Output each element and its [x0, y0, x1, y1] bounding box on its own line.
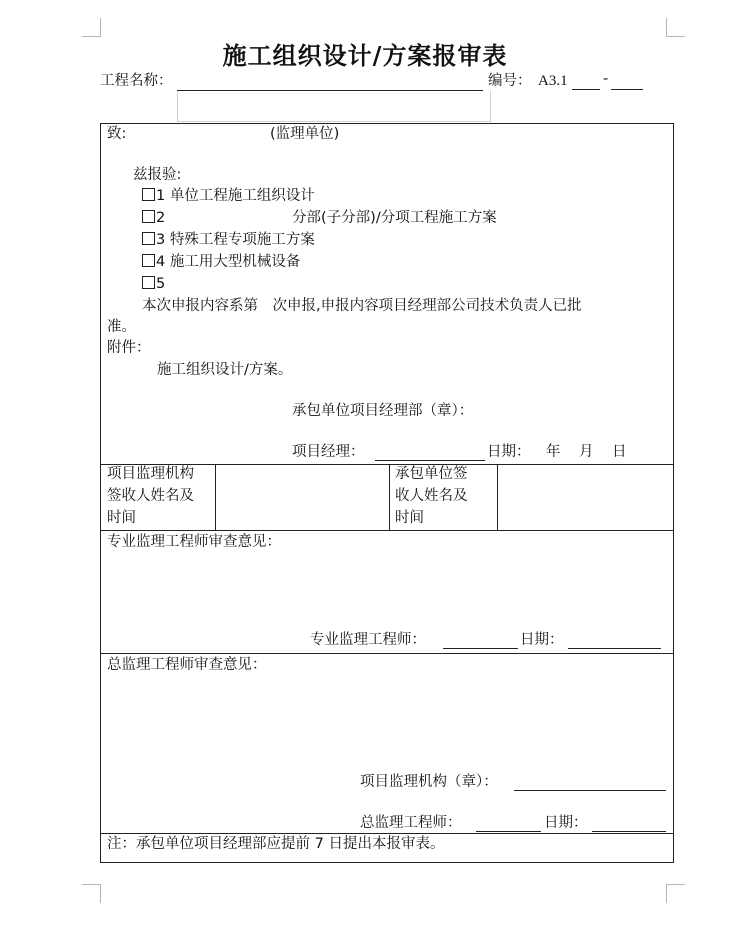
row-divider [101, 530, 673, 531]
row-divider [101, 653, 673, 654]
chief-org-label: 项目监理机构（章）： [360, 774, 498, 790]
crop-mark-bottom-left [82, 884, 101, 903]
supervisor-receiver-label-3: 时间 [107, 510, 136, 526]
engineer-date-field[interactable] [568, 648, 661, 649]
checkbox-item-1[interactable]: 1 单位工程施工组织设计 [142, 187, 315, 205]
engineer-date-label: 日期： [520, 632, 564, 648]
contractor-receiver-label-2: 收人姓名及 [395, 488, 468, 504]
checkbox-item-5[interactable]: 5 [142, 275, 165, 293]
supervisor-unit: (监理单位) [270, 126, 340, 142]
chief-date-label: 日期： [544, 815, 588, 831]
crop-mark-bottom-right [666, 884, 685, 903]
serial-field-2[interactable] [611, 89, 643, 90]
engineer-signer-field[interactable] [443, 648, 518, 649]
to-label: 致: [107, 126, 127, 142]
serial-label: 编号： [488, 73, 532, 89]
row-divider [101, 833, 673, 834]
checkbox[interactable] [142, 232, 155, 245]
checkbox[interactable] [142, 254, 155, 267]
contractor-receiver-label-3: 时间 [395, 510, 424, 526]
chief-date-field[interactable] [592, 831, 666, 832]
supervisor-receiver-label-2: 签收人姓名及 [107, 488, 194, 504]
contractor-dept-label: 承包单位项目经理部（章）： [292, 403, 474, 419]
item-2-text: 分部(子分部)/分项工程施工方案 [292, 210, 497, 226]
engineer-opinion-title: 专业监理工程师审查意见： [107, 534, 281, 550]
checkbox-item-3[interactable]: 3 特殊工程专项施工方案 [142, 231, 315, 249]
col-divider [389, 464, 390, 530]
checkbox[interactable] [142, 210, 155, 223]
declaration-line-1: 本次申报内容系第 次申报,申报内容项目经理部公司技术负责人已批 [142, 298, 582, 314]
chief-opinion-field[interactable] [104, 678, 668, 768]
checkbox[interactable] [142, 188, 155, 201]
footnote: 注：承包单位项目经理部应提前 7 日提出本报审表。 [107, 836, 445, 852]
intro-text: 兹报验: [133, 167, 182, 183]
chief-org-field[interactable] [514, 790, 666, 791]
chief-opinion-title: 总监理工程师审查意见： [107, 657, 267, 673]
crop-mark-top-right [666, 18, 685, 37]
chief-signer-field[interactable] [476, 831, 541, 832]
checkbox-item-4[interactable]: 4 施工用大型机械设备 [142, 253, 300, 271]
contractor-receiver-label-1: 承包单位签 [395, 466, 468, 482]
supervisor-receiver-label-1: 项目监理机构 [107, 466, 194, 482]
supervisor-receiver-field[interactable] [216, 465, 388, 529]
attachment-text: 施工组织设计/方案。 [157, 362, 293, 378]
serial-field-1[interactable] [572, 89, 600, 90]
form-title: 施工组织设计/方案报审表 [222, 41, 508, 70]
serial-separator: - [603, 71, 609, 87]
attachment-label: 附件： [107, 340, 151, 356]
year-label: 年 [546, 444, 561, 460]
pm-date-label: 日期： [487, 444, 531, 460]
declaration-line-2: 准。 [107, 319, 136, 335]
pm-field[interactable] [375, 460, 485, 461]
checkbox-item-2[interactable]: 2 [142, 209, 165, 227]
crop-mark-top-left [82, 18, 101, 37]
month-label: 月 [579, 444, 594, 460]
chief-signer-label: 总监理工程师： [360, 815, 462, 831]
engineer-opinion-field[interactable] [104, 556, 668, 626]
checkbox[interactable] [142, 276, 155, 289]
field-ghost-box [177, 91, 491, 122]
engineer-signer-label: 专业监理工程师： [310, 632, 426, 648]
project-name-label: 工程名称： [100, 73, 173, 89]
day-label: 日 [612, 444, 627, 460]
pm-label: 项目经理： [292, 444, 365, 460]
contractor-receiver-field[interactable] [498, 465, 670, 529]
serial-prefix: A3.1 [538, 73, 568, 89]
